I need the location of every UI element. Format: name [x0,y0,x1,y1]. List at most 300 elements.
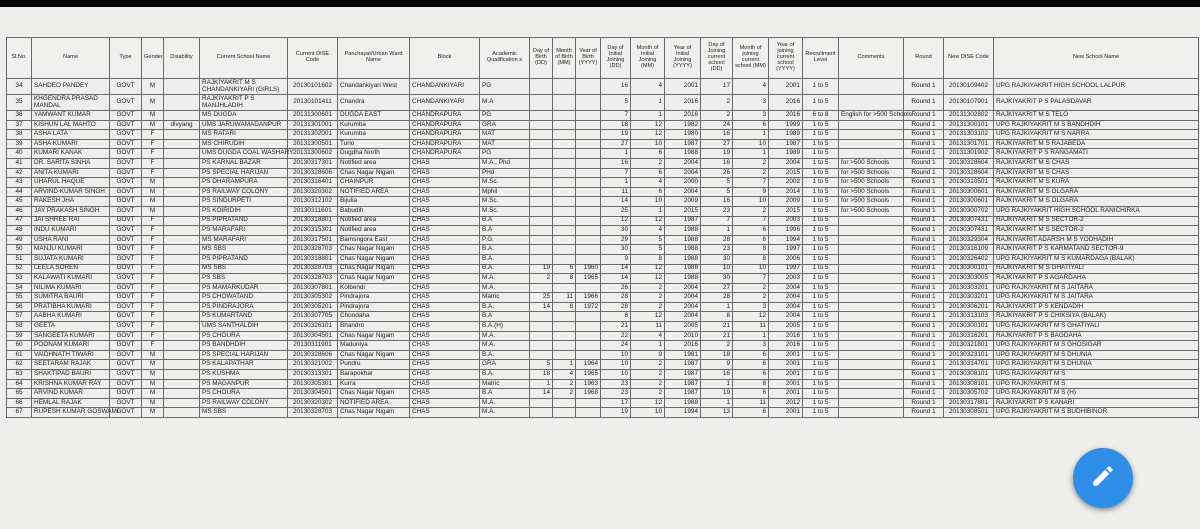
table-row [7,245,1199,255]
table-cell: PHd [480,168,530,178]
table-row [7,302,1199,312]
table-cell [576,79,601,95]
table-cell [164,187,200,197]
table-cell: 2005 [665,322,701,332]
table-cell: M.A. [480,398,530,408]
table-row [7,322,1199,332]
table-cell: Turio [338,139,410,149]
table-cell [164,408,200,418]
table-cell: MS SBS [200,264,288,274]
table-cell: 20130312102 [288,197,338,207]
table-cell [164,274,200,284]
table-cell: RUPESH KUMAR GOSWAMI [32,408,110,418]
table-cell: GOVT [110,139,142,149]
table-cell: CHAS [410,226,480,236]
table-cell: PRATIBHA KUMARI [32,302,110,312]
table-cell: 42 [7,168,32,178]
table-cell [576,216,601,226]
table-cell: 20130314701 [944,360,994,370]
table-cell [553,187,576,197]
table-cell: 2 [733,293,769,303]
table-cell: F [142,139,164,149]
table-cell: 1 to 5 [803,120,839,130]
table-cell: English for >500 Schools [839,111,904,121]
table-cell: 11 [631,322,665,332]
table-cell: 2012 [769,398,803,408]
table-cell: 28 [701,293,733,303]
table-cell: 1987 [665,370,701,380]
table-cell: 61 [7,350,32,360]
table-cell: 20131300602 [288,149,338,159]
table-cell: Round 1 [904,245,944,255]
table-cell [576,168,601,178]
table-cell [164,302,200,312]
table-cell: ASHA KUMARI [32,139,110,149]
table-cell: Round 1 [904,130,944,140]
table-cell: 1 [701,302,733,312]
table-cell: Round 1 [904,264,944,274]
table-cell: 56 [7,302,32,312]
table-cell: 1 to 5 [803,302,839,312]
table-cell: POONAM KUMARI [32,341,110,351]
table-cell: 1988 [665,398,701,408]
table-cell: 14 [601,274,631,284]
table-cell: M.A. [480,408,530,418]
table-cell: PS KUMARTAND [200,312,288,322]
table-cell: 9 [601,254,631,264]
table-cell: PS SBS [200,274,288,284]
table-cell: GOVT [110,197,142,207]
table-cell: RAJKIYAKRIT P S KANARI [994,398,1199,408]
table-cell: 1 [701,398,733,408]
table-cell [164,331,200,341]
table-cell: 1 to 5 [803,197,839,207]
table-cell [530,341,553,351]
table-cell: 1960 [576,264,601,274]
table-cell: 1 to 5 [803,293,839,303]
table-cell [164,139,200,149]
table-cell: 1996 [769,226,803,236]
table-cell [553,139,576,149]
table-cell: GOVT [110,370,142,380]
table-cell: 2004 [769,283,803,293]
table-cell [164,216,200,226]
table-cell: PS KOIRIDIH [200,206,288,216]
table-cell [530,79,553,95]
table-cell: 1988 [665,274,701,284]
table-cell: PS SPECIAL HARIJAN [200,350,288,360]
table-cell: 2 [701,95,733,111]
table-cell: GOVT [110,111,142,121]
table-cell: M [142,408,164,418]
table-cell: SANGEETA KUMARI [32,331,110,341]
table-cell: CHANDRAPURA [410,149,480,159]
table-cell: 1987 [665,216,701,226]
table-cell: 2004 [769,158,803,168]
table-cell: 28 [701,235,733,245]
table-cell: RAJKIYAKRIT M S OLGARA [994,197,1199,207]
table-cell: 54 [7,283,32,293]
table-cell: 6 [631,168,665,178]
table-cell: 20131301902 [944,149,994,159]
table-cell: F [142,264,164,274]
table-cell: RAJKIYAKRIT M S CHAS [994,158,1199,168]
table-cell: M.A. [480,274,530,284]
table-cell: for >500 Schools [839,168,904,178]
table-cell: Matric [480,293,530,303]
table-cell: RAJKIYAKRIT P S PALASDAVAR [994,95,1199,111]
table-cell: 36 [7,111,32,121]
table-cell [839,370,904,380]
table-cell: 20130329304 [944,235,994,245]
table-cell: 12 [631,216,665,226]
table-cell: 2001 [665,79,701,95]
table-cell: 1 [631,341,665,351]
table-cell: 20130304501 [288,389,338,399]
table-cell: GOVT [110,226,142,236]
table-cell: UPG RAJKIYAKRIT M S GHOSIGAR [994,341,1199,351]
table-cell: 18 [601,120,631,130]
table-cell: 1 to 5 [803,139,839,149]
table-cell: RAJKIYAKRIT M S CHAS [994,168,1199,178]
table-cell: 2016 [665,341,701,351]
table-cell [530,168,553,178]
table-cell: 9 [631,350,665,360]
table-cell: RAJKIYAKRIT P S AGARDAHA [994,274,1199,284]
table-cell: 20130109402 [944,79,994,95]
table-cell [839,95,904,111]
table-cell: 20130307801 [288,283,338,293]
table-cell: B.A [480,389,530,399]
table-cell: 19 [701,389,733,399]
table-cell [164,350,200,360]
table-cell: PS MARAFARI [200,226,288,236]
table-cell: 12 [631,264,665,274]
table-cell: 1968 [576,389,601,399]
table-cell: 10 [631,139,665,149]
table-cell: PG [480,79,530,95]
table-cell: 21 [701,322,733,332]
table-cell: Round 1 [904,158,944,168]
table-cell: 22 [601,331,631,341]
table-cell: PS PIPRATAND [200,216,288,226]
table-cell: 3 [733,95,769,111]
table-cell: F [142,274,164,284]
table-cell: 20130303201 [944,283,994,293]
table-cell: 19 [601,130,631,140]
table-cell: 19 [601,408,631,418]
table-cell: RAJKIYAKRIT P S KENDADIH [994,302,1199,312]
table-cell [164,293,200,303]
table-cell: 20130321801 [944,341,994,351]
table-cell: M [142,111,164,121]
table-cell: 20130300601 [944,187,994,197]
column-header: Current DISE Code [288,38,338,79]
table-cell: 2015 [769,168,803,178]
table-cell: 20131303102 [944,130,994,140]
table-cell: 63 [7,370,32,380]
table-cell [530,187,553,197]
table-cell: GOVT [110,293,142,303]
table-cell: 5 [530,360,553,370]
table-cell: for >500 Schools [839,187,904,197]
table-cell [164,226,200,236]
table-cell [839,274,904,284]
table-cell: 23 [601,379,631,389]
table-cell: CHAS [410,197,480,207]
column-header: Current School Name [200,38,288,79]
table-cell: 20130305201 [288,302,338,312]
table-cell: Maduniya [338,341,410,351]
table-cell: CHAINPUR [338,178,410,188]
table-cell: 1 to 5 [803,379,839,389]
table-cell: Round 1 [904,408,944,418]
table-cell: 2 [631,379,665,389]
table-cell: 8 [733,245,769,255]
table-cell [576,178,601,188]
table-cell [576,331,601,341]
table-cell: PS DHARAMPURA [200,178,288,188]
table-cell: 12 [631,130,665,140]
table-cell: P.G. [480,235,530,245]
table-cell: PG [480,149,530,159]
table-cell: 2016 [665,111,701,121]
table-row [7,264,1199,274]
table-cell: 20130326101 [288,322,338,332]
table-cell: GOVT [110,331,142,341]
table-cell: GOVT [110,379,142,389]
table-row [7,235,1199,245]
table-cell: 46 [7,206,32,216]
table-cell: 20130303201 [944,293,994,303]
table-cell: M.Sc. [480,206,530,216]
table-cell [530,283,553,293]
table-cell: 2000 [665,178,701,188]
table-cell: 23 [601,389,631,399]
table-cell [839,302,904,312]
table-cell: RAJKIYAKRIT M S SECTOR-2 [994,216,1199,226]
table-cell: 34 [7,79,32,95]
table-row [7,120,1199,130]
table-cell: CHAS [410,350,480,360]
column-header: Day of Initial Joining (DD) [601,38,631,79]
table-cell: Chas Nagar Nigam [338,254,410,264]
table-cell: Pindrajora [338,293,410,303]
table-cell: 1972 [576,302,601,312]
table-cell: CHAS [410,293,480,303]
table-cell: 65 [7,389,32,399]
table-cell [839,245,904,255]
table-cell: 2015 [769,206,803,216]
table-cell [164,206,200,216]
table-cell: 3 [733,302,769,312]
table-cell [553,206,576,216]
table-cell: 30 [701,254,733,264]
table-cell: GOVT [110,235,142,245]
edit-fab-button[interactable] [1073,448,1133,508]
table-cell [530,130,553,140]
table-cell [839,139,904,149]
table-cell: 1 to 5 [803,158,839,168]
table-cell: MS DUGDA [200,111,288,121]
table-cell: Round 1 [904,79,944,95]
table-cell [576,283,601,293]
table-cell: 2004 [769,302,803,312]
table-cell: 1 [631,206,665,216]
table-cell: F [142,149,164,159]
table-cell: Round 1 [904,178,944,188]
table-cell: 20130317501 [288,235,338,245]
table-cell: ARVIND KUMAR SINGH [32,187,110,197]
table-cell: NOTIFIED AREA [338,398,410,408]
table-row [7,398,1199,408]
table-cell [839,408,904,418]
table-cell: 2010 [665,331,701,341]
table-cell: 2 [530,274,553,284]
table-cell: 20130304501 [288,331,338,341]
table-cell [164,197,200,207]
table-cell: F [142,168,164,178]
table-cell: 1 to 5 [803,130,839,140]
table-row [7,95,1199,111]
table-cell: 30 [701,274,733,284]
table-cell: Bhandro [338,322,410,332]
table-cell: PS BANDHDIH [200,341,288,351]
table-cell: 21 [601,322,631,332]
table-cell: 1988 [665,245,701,255]
table-cell: MS SBS [200,408,288,418]
table-cell: SHAKTIPAD BAURI [32,370,110,380]
table-cell [839,293,904,303]
table-cell: 9 [733,187,769,197]
table-cell [553,408,576,418]
table-cell: Round 1 [904,302,944,312]
table-cell: 20130328606 [288,168,338,178]
table-cell: 28 [601,302,631,312]
table-cell: Kolbendi [338,283,410,293]
table-cell: 1 to 5 [803,331,839,341]
table-cell: 18 [530,370,553,380]
table-cell [553,322,576,332]
table-cell: RAJKIYAKRIT ADARSH M S YODHADIH [994,235,1199,245]
table-cell: 60 [7,341,32,351]
table-cell: 10 [733,139,769,149]
table-cell: Pundru [338,360,410,370]
table-cell: 2003 [769,216,803,226]
table-cell: UPG RAJKIYAKRIT HIGH SCHOOL LALPUR [994,79,1199,95]
table-cell: 13 [701,408,733,418]
table-cell [553,111,576,121]
table-cell: 2004 [665,293,701,303]
table-cell: CHANDRAPURA [410,130,480,140]
table-cell: GRA [480,360,530,370]
table-cell: B.A.(H) [480,322,530,332]
table-cell: 58 [7,322,32,332]
table-cell: 16 [701,197,733,207]
table-cell: GOVT [110,264,142,274]
table-cell: B.A [480,216,530,226]
table-cell: UPG RAJKIYAKRIT M S NARRA [994,130,1199,140]
column-header: Day of Joining current school (DD) [701,38,733,79]
table-cell: 26 [701,168,733,178]
table-cell: 7 [733,274,769,284]
table-cell: 39 [7,139,32,149]
table-cell: 20130328703 [288,274,338,284]
table-cell: ASHA LATA [32,130,110,140]
table-cell: 44 [7,187,32,197]
table-cell: B.A [480,312,530,322]
table-cell: MAT [480,130,530,140]
table-cell [553,245,576,255]
table-cell: 2001 [769,370,803,380]
table-cell: CHAS [410,178,480,188]
table-cell [530,139,553,149]
table-cell: PS CHOWATAND [200,293,288,303]
table-cell: Mphil [480,187,530,197]
table-cell [839,389,904,399]
table-cell [839,149,904,159]
table-cell: RAKESH JHA [32,197,110,207]
column-header: Name [32,38,110,79]
table-cell: 1964 [576,360,601,370]
table-cell: Kurra [338,379,410,389]
column-header: Academic Qualification s [480,38,530,79]
table-cell [530,235,553,245]
table-cell: 1 to 5 [803,274,839,284]
table-cell: 11 [553,293,576,303]
table-cell: GOVT [110,389,142,399]
table-cell: NOTIFIED AREA [338,187,410,197]
table-cell: CHAS [410,216,480,226]
table-cell: M [142,79,164,95]
table-cell: M [142,360,164,370]
table-cell: 8 [601,312,631,322]
table-cell: Chandra [338,95,410,111]
table-cell: F [142,130,164,140]
table-cell: 59 [7,331,32,341]
table-cell: 1987 [665,389,701,399]
table-cell: CHANDANKIYARI [410,79,480,95]
table-cell: for >500 Schools [839,178,904,188]
table-cell [839,79,904,95]
table-cell: UMS SANTHALDIH [200,322,288,332]
table-cell: UPG RAJKIYAKRIT M S DHUNIA [994,360,1199,370]
table-cell: 20130308101 [944,370,994,380]
table-cell: 6 [631,187,665,197]
table-cell: M.Sc. [480,178,530,188]
table-cell: CHAS [410,379,480,389]
column-header: Year of Birth (YYYY) [576,38,601,79]
table-cell: Dugdha North [338,149,410,159]
table-cell [576,158,601,168]
table-cell: 26 [601,283,631,293]
table-cell: GOVT [110,130,142,140]
table-cell: 8 [733,379,769,389]
column-header: Disability [164,38,200,79]
table-cell: GOVT [110,187,142,197]
table-cell: Notified area [338,216,410,226]
table-cell: AABHA KUMARI [32,312,110,322]
table-cell: 1 [733,331,769,341]
table-cell: Barapokhar [338,370,410,380]
table-cell: M.A. [480,341,530,351]
table-cell [576,235,601,245]
table-cell: 2 [631,360,665,370]
table-cell: 2004 [665,283,701,293]
table-cell: 1 [701,226,733,236]
table-cell: 8 [553,274,576,284]
table-cell: MANJU KUMARI [32,245,110,255]
